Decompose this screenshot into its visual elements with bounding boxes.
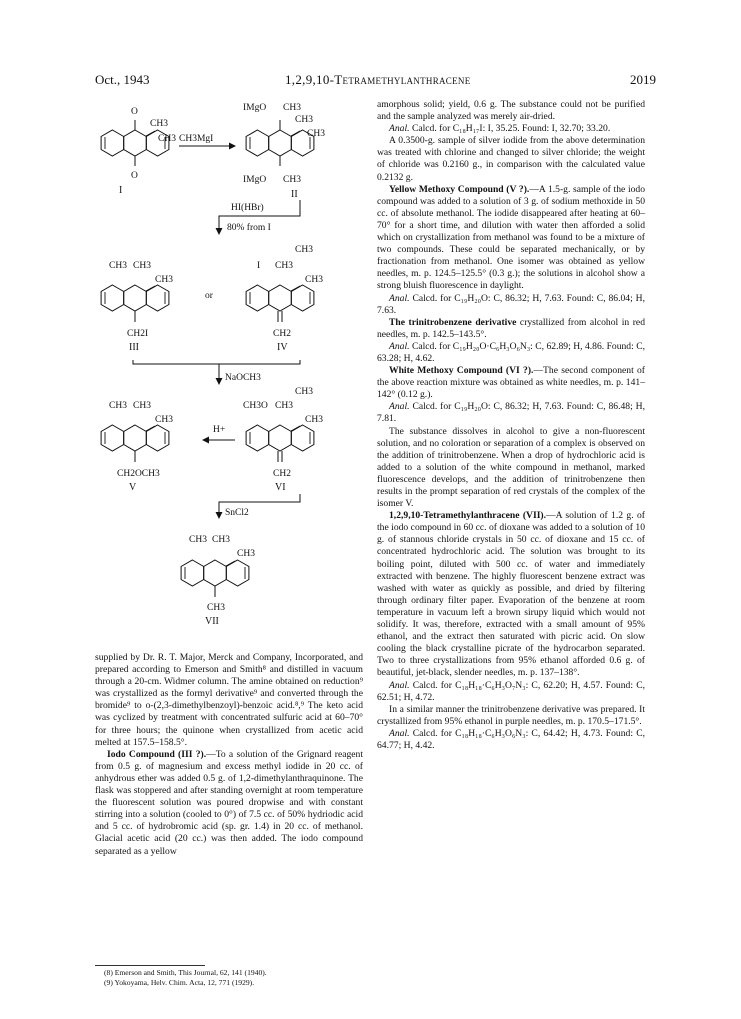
compound-II-sub-5: IMgO — [243, 175, 267, 185]
analysis-4-label: Anal. — [389, 401, 410, 413]
compound-label-IV: IV — [277, 342, 288, 353]
compound-II-sub-1: IMgO — [243, 103, 267, 113]
right-paragraph-6: The substance dissolves in alcohol to give a non-fluorescent solution, and no coloration or separation of a complex is observed on the addition of trinitrobenzene. When a drop of hydrochloric acid is added to a solution of the white compound in methanol, marked fluorescence develops, and the addition of trinitrobenzene then results in the prompt separation of red crystals of the complex of the isomer V. — [377, 425, 645, 510]
compound-VI-sub-1: CH3 — [295, 387, 313, 397]
analysis-1-body: Calcd. for C₁₈H₁₇I: I, 35.25. Found: I, 32.70; 33.20. — [411, 123, 611, 135]
reagent-sncl2: SnCl2 — [225, 508, 249, 518]
analysis-4 — [377, 401, 645, 425]
analysis-6-label: Anal. — [389, 727, 410, 739]
compound-IV-sub-5: CH2 — [273, 329, 291, 339]
compound-II-structure — [246, 120, 314, 166]
right-paragraph-4 — [377, 317, 645, 341]
analysis-3-label: Anal. — [389, 340, 410, 352]
compound-I-sub-4: O — [131, 171, 138, 181]
compound-VII-sub-3: CH3 — [237, 549, 255, 559]
compound-VII-sub-2: CH3 — [212, 535, 230, 545]
white-methoxy-heading: White Methoxy Compound (VI ?). — [389, 365, 534, 377]
compound-II-sub-3: CH3 — [295, 115, 313, 125]
compound-II-sub-6: CH3 — [283, 175, 301, 185]
footnote-9: (9) Yokoyama, Helv. Chim. Acta, 12, 771 (1929). — [104, 978, 255, 987]
right-paragraph-2: A 0.3500-g. sample of silver iodide from the above determination was treated with chlorine and changed to silver chloride; the weight of chloride was 0.2160 g., in comparison with the calculated value 0.2132 g. — [377, 135, 645, 183]
analysis-1-label: Anal. — [389, 123, 410, 135]
compound-VII-sub-1: CH3 — [189, 535, 207, 545]
compound-V-sub-4: CH2OCH3 — [117, 469, 160, 479]
compound-IV-structure — [246, 285, 314, 322]
footnotes — [104, 968, 364, 988]
reagent-hi: HI(HBr) — [231, 203, 264, 213]
compound-V-sub-3: CH3 — [155, 415, 173, 425]
right-column — [377, 99, 645, 752]
left-paragraph-1: supplied by Dr. R. T. Major, Merck and Company, Incorporated, and prepared according to Emerson and Smith⁸ and distilled in vacuum through a 20-cm. Widmer column. The amine obtained on reduction⁹ was crystallized as the formyl derivative⁹ and converted through the bromide⁹ to o-(2,3-dimethylbenzoyl)-benzoic acid.⁸,⁹ The keto acid was cyclized by treatment with concentrated sulfuric acid at 60–70° for three hours; the quinone when crystallized from acetic acid melted at 157.5–158.5°. — [95, 652, 363, 748]
compound-label-I: I — [119, 185, 123, 196]
compound-II-sub-4: CH3 — [307, 129, 325, 139]
right-paragraph-3-body: —A 1.5-g. sample of the iodo compound was added to a solution of 3 g. of sodium methoxide in 50 cc. of absolute methanol. The iodide disappeared after heating at 60–70° for a short time, and dilution with water then afforded a solid which on crystallization from methanol was found to be a mixture of two compounds. These could be separated mechanically, or by fractionation from methanol. One isomer was obtained as yellow needles, m. p. 124.5–125.5° (0.3 g.); the solutions in alcohol show a strong bluish fluorescence in daylight. — [377, 183, 646, 292]
compound-III-sub-1: CH3 — [109, 261, 127, 271]
footnote-rule — [95, 965, 205, 966]
reagent-naoch3: NaOCH3 — [225, 373, 261, 383]
analysis-5-body: Calcd. for C₁₈H₁₈·C₆H₃O₇N₃: C, 62.20; H, 4.57. Found: C, 62.51; H, 4.72. — [377, 679, 645, 703]
compound-IV-sub-1: CH3 — [295, 245, 313, 255]
right-paragraph-5 — [377, 365, 645, 401]
compound-IV-sub-4: CH3 — [305, 275, 323, 285]
analysis-1 — [377, 123, 645, 135]
analysis-4-body: Calcd. for C₁₉H₂₀O: C, 86.32; H, 7.63. Found: C, 86.48; H, 7.81. — [377, 401, 645, 425]
left-paragraph-2-body: —To a solution of the Grignard reagent from 0.5 g. of magnesium and excess methyl iodide in 20 cc. of anhydrous ether was added 0.5 g. of 1,2-dimethylanthraquinone. The flask was stoppered and after standing overnight at room temperature the fluorescent solution was poured dropwise and with constant stirring into a solution (cooled to 0°) of 7.5 cc. of 50% hydriodic acid and 5 cc. of hydrobromic acid (sp. gr. 1.4) in 20 cc. of methanol. Glacial acetic acid (20 cc.) was then added. The iodo compound separated as a yellow — [95, 748, 363, 857]
compound-IV-sub-3: CH3 — [275, 261, 293, 271]
reaction-scheme — [95, 98, 365, 643]
compound-V-sub-1: CH3 — [109, 401, 127, 411]
reagent-grignard: CH3MgI — [179, 134, 214, 144]
compound-I-sub-1: O — [131, 107, 138, 117]
header-page-number: 2019 — [630, 72, 656, 87]
right-paragraph-8: In a similar manner the trinitrobenzene derivative was prepared. It crystallized from 95% ethanol in purple needles, m. p. 170.5–171.5°. — [377, 703, 645, 727]
analysis-6 — [377, 728, 645, 752]
compound-III-sub-4: CH2I — [127, 329, 149, 339]
compound-III-sub-3: CH3 — [155, 275, 173, 285]
compound-label-III: III — [129, 342, 139, 353]
trinitrobenzene-heading: The trinitrobenzene derivative — [389, 316, 517, 328]
compound-V-structure — [101, 425, 169, 462]
compound-VI-sub-3: CH3 — [275, 401, 293, 411]
header-date: Oct., 1943 — [95, 72, 150, 87]
analysis-3-body: Calcd. for C₁₉H₂₀O·C₆H₃O₆N₃: C, 62.89; H, 4.86. Found: C, 63.28; H, 4.62. — [377, 340, 645, 364]
right-paragraph-1: amorphous solid; yield, 0.6 g. The substance could not be purified and the sample analyzed was merely air-dried. — [377, 99, 645, 123]
tetramethylanthracene-heading: 1,2,9,10-Tetramethylanthracene (VII). — [389, 510, 547, 522]
compound-I-sub-3: CH3 — [158, 134, 176, 144]
compound-label-VII: VII — [205, 616, 219, 627]
yellow-methoxy-heading: Yellow Methoxy Compound (V ?). — [389, 183, 530, 195]
reagent-yield: 80% from I — [227, 223, 271, 233]
compound-VII-structure — [181, 560, 249, 597]
compound-I-sub-2: CH3 — [150, 119, 168, 129]
left-column — [95, 652, 363, 858]
compound-VII-sub-4: CH3 — [207, 603, 225, 613]
compound-VI-sub-4: CH3 — [305, 415, 323, 425]
compound-V-sub-2: CH3 — [133, 401, 151, 411]
analysis-5 — [377, 680, 645, 704]
right-paragraph-4-body: crystallized from alcohol in red needles, m. p. 142.5–143.5°. — [377, 316, 645, 340]
analysis-3 — [377, 341, 645, 365]
right-paragraph-7 — [377, 510, 645, 679]
compound-label-II: II — [291, 189, 298, 200]
compound-VI-sub-2: CH3O — [243, 401, 268, 411]
compound-III-sub-2: CH3 — [133, 261, 151, 271]
analysis-2-body: Calcd. for C₁₉H₂₀O: C, 86.32; H, 7.63. Found: C, 86.04; H, 7.63. — [377, 292, 645, 316]
left-paragraph-2 — [95, 749, 363, 858]
iodo-compound-heading: Iodo Compound (III ?). — [107, 748, 207, 760]
analysis-2 — [377, 293, 645, 317]
analysis-6-body: Calcd. for C₁₈H₁₈·C₆H₃O₆N₃: C, 64.42; H, 4.73. Found: C, 64.77; H, 4.42. — [377, 727, 645, 751]
analysis-2-label: Anal. — [389, 292, 410, 304]
compound-VI-sub-5: CH2 — [273, 469, 291, 479]
right-paragraph-7-body: —A solution of 1.2 g. of the iodo compound in 60 cc. of dioxane was added to a solution of 10 g. of stannous chloride crystals in 50 cc. of dioxane and 15 cc. of concentrated hydrochloric acid. The solution was brought to its boiling point, diluted with 500 cc. of water and immediately extracted with benzene. The highly fluorescent benzene extract was washed with water as quickly as possible, and dried by filtering through ordinary filter paper. Evaporation of the benzene at room temperature in vacuum left a brown sirupy liquid which would not solidify. It was, therefore, extracted with a small amount of 95% ethanol, and the extract then saturated with picric acid. On slow cooling the black crystalline picrate of the hydrocarbon separated. Two to three crystallizations from 95% ethanol afforded 0.6 g. of beautiful, jet-black, slender needles, m. p. 137–138°. — [377, 510, 645, 679]
footnote-8: (8) Emerson and Smith, This Journal, 62, 141 (1940). — [104, 968, 267, 977]
reagent-or: or — [205, 291, 213, 301]
compound-VI-structure — [246, 425, 314, 462]
header-title: 1,2,9,10-Tetramethylanthracene — [285, 72, 471, 87]
compound-IV-sub-2: I — [257, 261, 261, 271]
compound-III-structure — [101, 285, 169, 322]
compound-label-V: V — [129, 482, 137, 493]
right-paragraph-3 — [377, 184, 645, 293]
compound-II-sub-2: CH3 — [283, 103, 301, 113]
compound-label-VI: VI — [275, 482, 286, 493]
reagent-hplus: H+ — [213, 425, 226, 435]
right-paragraph-5-body: —The second component of the above reaction mixture was obtained as white needles, m. p. 141–142° (0.12 g.). — [377, 365, 645, 401]
analysis-5-label: Anal. — [389, 679, 410, 691]
